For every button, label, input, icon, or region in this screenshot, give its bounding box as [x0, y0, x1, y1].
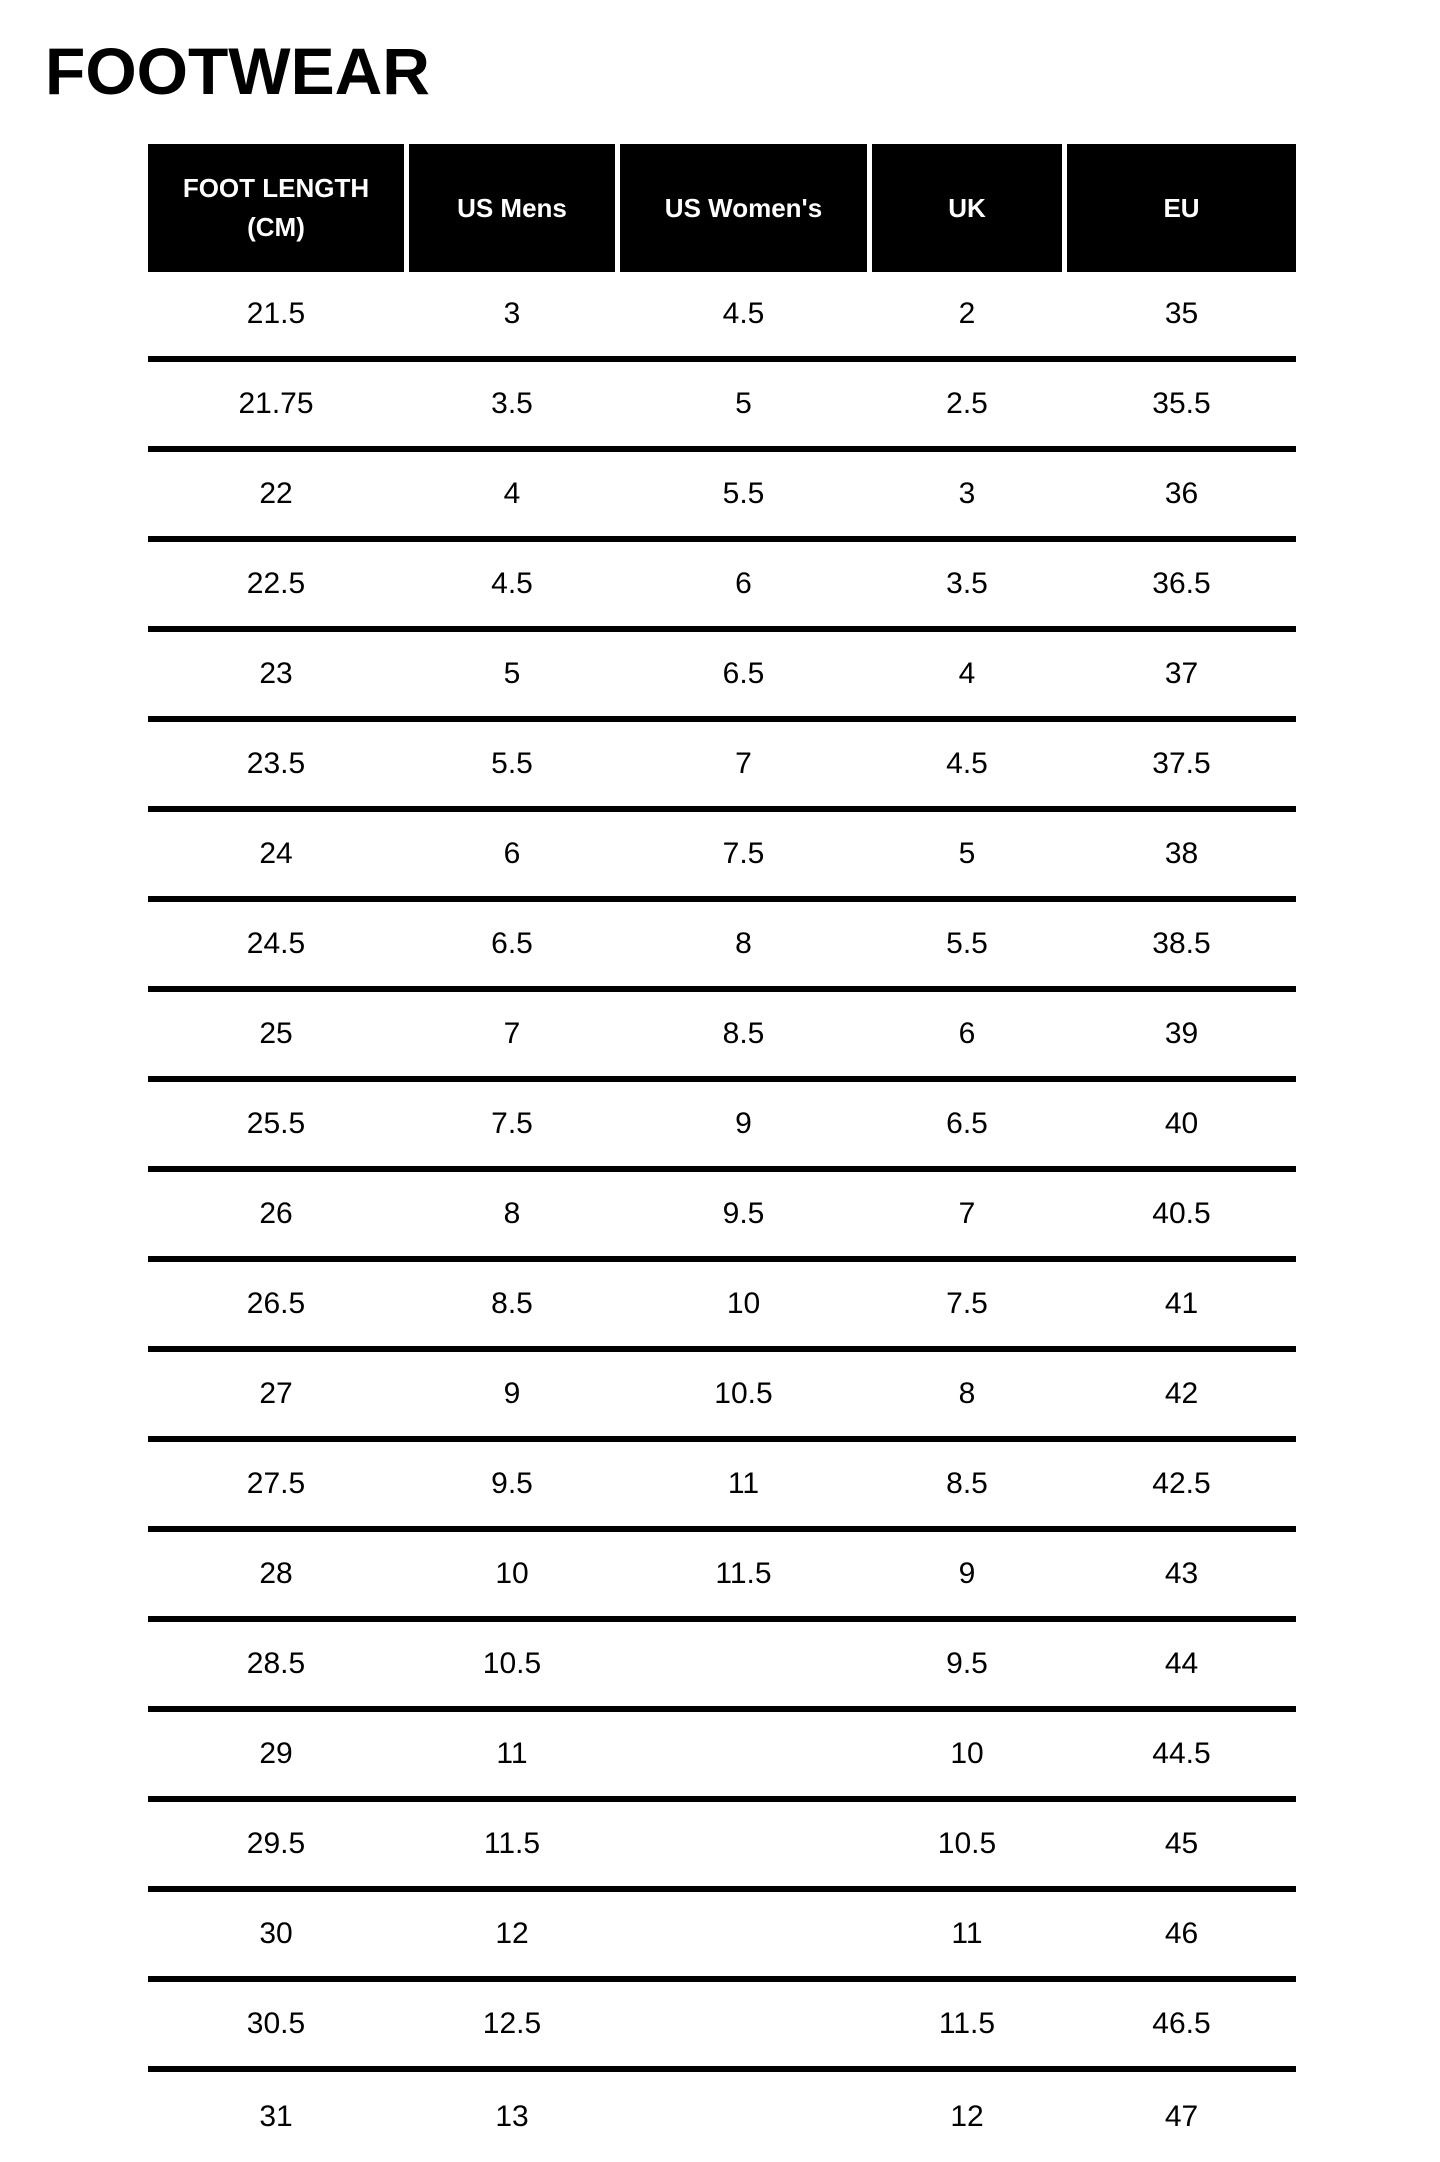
table-cell: 3.5 — [946, 567, 988, 600]
table-row — [148, 1982, 1296, 2072]
table-cell: 21.5 — [246, 297, 306, 330]
table-cell: 10 — [726, 1287, 761, 1320]
table-cell: 9.5 — [491, 1467, 533, 1500]
table-row — [148, 362, 1296, 452]
table-row — [148, 1262, 1296, 1352]
table-cell: 2.5 — [946, 387, 988, 420]
table-cell: 10.5 — [482, 1647, 542, 1680]
table-cell: 4.5 — [491, 567, 533, 600]
table-cell — [620, 1712, 867, 1796]
table-cell: 37 — [1164, 657, 1199, 690]
table-row — [148, 1352, 1296, 1442]
table-cell: 11.5 — [938, 2007, 996, 2040]
table-cell: 7 — [958, 1197, 976, 1230]
table-cell: 30.5 — [246, 2007, 306, 2040]
table-cell: 35.5 — [1152, 387, 1211, 420]
table-cell: 27 — [259, 1377, 293, 1410]
table-cell: 40.5 — [1152, 1197, 1211, 1230]
table-cell: 5 — [735, 387, 752, 420]
table-cell: 6 — [735, 567, 752, 600]
size-chart-table — [148, 144, 1296, 2162]
table-cell: 25.5 — [246, 1107, 306, 1140]
table-cell: 46.5 — [1152, 2007, 1211, 2040]
table-header-row — [148, 144, 1296, 272]
table-cell: 7.5 — [946, 1287, 988, 1320]
table-cell — [620, 1802, 867, 1886]
table-cell: 5.5 — [491, 747, 533, 780]
table-cell: 4.5 — [722, 297, 765, 330]
table-row — [148, 632, 1296, 722]
table-cell: 23 — [259, 657, 293, 690]
table-cell: 40 — [1164, 1107, 1199, 1140]
table-body — [148, 272, 1296, 2162]
table-cell: 8.5 — [722, 1017, 765, 1050]
table-cell: 41 — [1164, 1287, 1199, 1320]
table-cell: 47 — [1164, 2100, 1199, 2133]
table-cell: 21.75 — [238, 387, 314, 420]
table-cell: 7 — [735, 747, 752, 780]
table-cell: 46 — [1164, 1917, 1199, 1950]
table-row — [148, 902, 1296, 992]
table-row — [148, 542, 1296, 632]
table-cell: 9 — [503, 1377, 521, 1410]
table-cell: 22 — [259, 477, 293, 510]
table-cell: 31 — [259, 2100, 293, 2133]
table-cell: 25 — [259, 1017, 293, 1050]
table-cell: 24.5 — [246, 927, 306, 960]
table-cell: 42.5 — [1152, 1467, 1211, 1500]
table-cell: 38.5 — [1152, 927, 1211, 960]
table-row — [148, 2072, 1296, 2162]
table-cell: 28.5 — [246, 1647, 306, 1680]
table-cell: 8 — [958, 1377, 976, 1410]
table-cell: 9.5 — [722, 1197, 765, 1230]
header-foot-length-cm: FOOT LENGTH (CM) — [148, 144, 404, 272]
table-cell: 6.5 — [722, 657, 765, 690]
table-cell: 8 — [503, 1197, 521, 1230]
table-cell: 44 — [1164, 1647, 1199, 1680]
table-cell: 35 — [1164, 297, 1199, 330]
table-cell: 38 — [1164, 837, 1199, 870]
table-cell: 10.5 — [937, 1827, 997, 1860]
header-uk: UK — [872, 144, 1062, 272]
table-cell: 29.5 — [246, 1827, 306, 1860]
table-cell: 12 — [495, 1917, 529, 1950]
table-cell: 44.5 — [1152, 1737, 1211, 1770]
table-cell: 37.5 — [1152, 747, 1211, 780]
table-cell: 4.5 — [946, 747, 988, 780]
table-cell: 6 — [503, 837, 521, 870]
table-cell: 5 — [503, 657, 521, 690]
table-cell: 5.5 — [946, 927, 988, 960]
table-row — [148, 1172, 1296, 1262]
table-cell: 6 — [958, 1017, 976, 1050]
table-cell: 8 — [735, 927, 752, 960]
table-cell: 2 — [958, 297, 976, 330]
table-cell — [620, 2072, 867, 2162]
table-cell: 28 — [259, 1557, 293, 1590]
table-row — [148, 1712, 1296, 1802]
table-row — [148, 992, 1296, 1082]
table-row — [148, 1622, 1296, 1712]
table-cell: 4 — [503, 477, 521, 510]
table-cell: 9.5 — [946, 1647, 988, 1680]
table-cell: 11 — [496, 1737, 528, 1770]
table-cell: 30 — [259, 1917, 293, 1950]
table-cell: 9 — [958, 1557, 976, 1590]
table-cell: 10 — [950, 1737, 984, 1770]
table-cell: 26.5 — [246, 1287, 306, 1320]
table-cell: 22.5 — [246, 567, 306, 600]
table-cell: 3 — [503, 297, 521, 330]
table-row — [148, 1082, 1296, 1172]
table-row — [148, 1892, 1296, 1982]
table-cell: 12.5 — [482, 2007, 542, 2040]
table-cell: 11.5 — [715, 1557, 772, 1590]
table-cell: 6.5 — [946, 1107, 988, 1140]
table-cell: 4 — [958, 657, 976, 690]
table-cell: 11 — [727, 1467, 760, 1500]
table-cell: 11 — [951, 1917, 983, 1950]
table-cell: 12 — [950, 2100, 984, 2133]
table-cell: 27.5 — [246, 1467, 306, 1500]
table-cell: 26 — [259, 1197, 293, 1230]
table-cell — [620, 1622, 867, 1706]
table-row — [148, 272, 1296, 362]
header-eu: EU — [1067, 144, 1296, 272]
table-row — [148, 1442, 1296, 1532]
table-cell: 29 — [259, 1737, 293, 1770]
header-us-womens: US Women's — [620, 144, 867, 272]
table-cell: 36 — [1164, 477, 1199, 510]
header-us-mens: US Mens — [409, 144, 615, 272]
table-cell: 3.5 — [491, 387, 533, 420]
table-cell: 3 — [958, 477, 976, 510]
table-row — [148, 1802, 1296, 1892]
table-row — [148, 812, 1296, 902]
table-cell — [620, 1892, 867, 1976]
table-row — [148, 1532, 1296, 1622]
table-cell: 5 — [958, 837, 976, 870]
table-row — [148, 722, 1296, 812]
table-cell — [620, 1982, 867, 2066]
table-cell: 13 — [495, 2100, 529, 2133]
table-cell: 6.5 — [491, 927, 533, 960]
table-cell: 23.5 — [246, 747, 306, 780]
table-cell: 43 — [1164, 1557, 1199, 1590]
table-cell: 11.5 — [483, 1827, 541, 1860]
table-cell: 42 — [1164, 1377, 1199, 1410]
table-cell: 10.5 — [714, 1377, 773, 1410]
table-cell: 7.5 — [722, 837, 765, 870]
table-cell: 9 — [735, 1107, 752, 1140]
table-cell: 10 — [495, 1557, 529, 1590]
table-cell: 7.5 — [491, 1107, 533, 1140]
table-cell: 8.5 — [491, 1287, 533, 1320]
table-cell: 45 — [1164, 1827, 1199, 1860]
table-cell: 7 — [503, 1017, 521, 1050]
table-cell: 8.5 — [946, 1467, 988, 1500]
table-row — [148, 452, 1296, 542]
table-cell: 5.5 — [722, 477, 765, 510]
table-cell: 39 — [1164, 1017, 1199, 1050]
page-title: FOOTWEAR — [45, 34, 430, 108]
table-cell: 24 — [259, 837, 293, 870]
table-cell: 36.5 — [1152, 567, 1211, 600]
